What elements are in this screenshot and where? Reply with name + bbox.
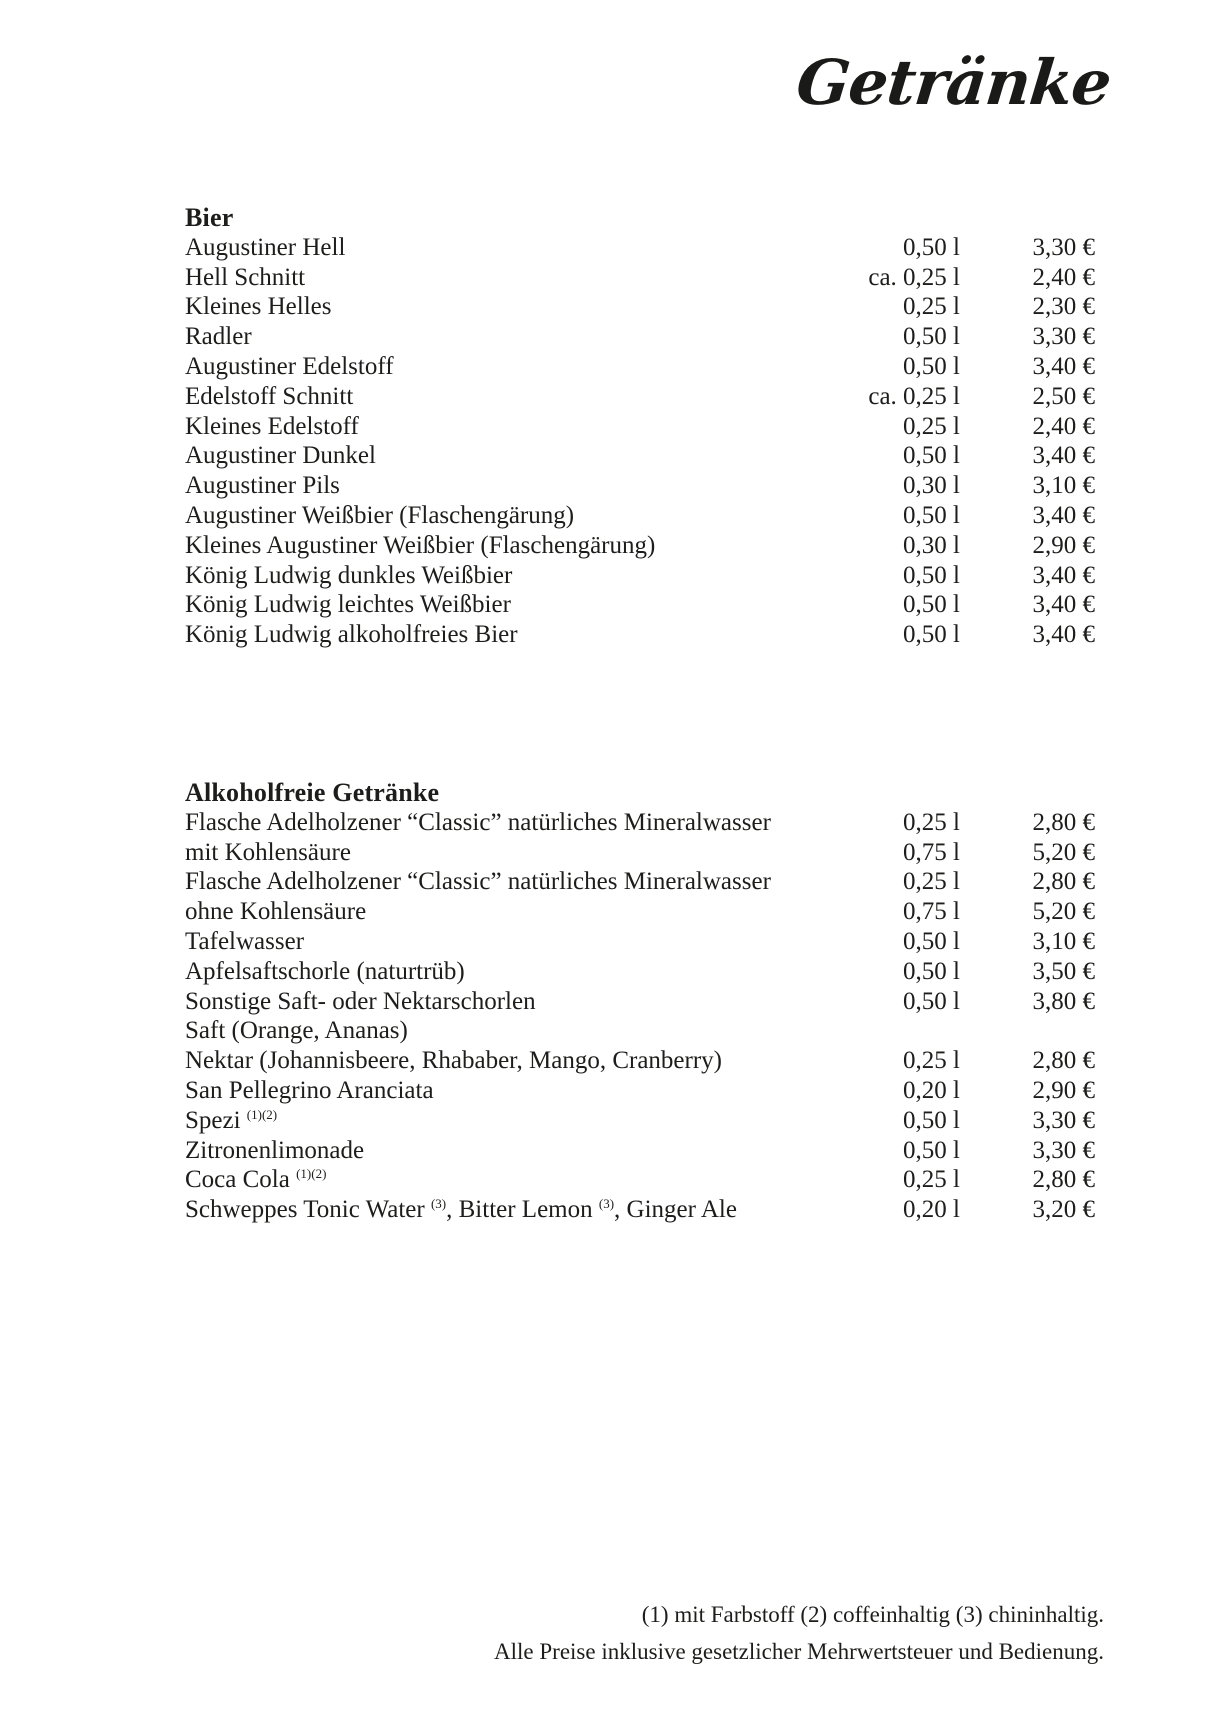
- item-price: 3,40 €: [1032, 561, 1095, 589]
- item-name: Radler: [185, 323, 252, 351]
- item-volume: ca. 0,25 l: [868, 263, 960, 291]
- item-price: 2,90 €: [1032, 531, 1095, 559]
- menu-item-row: [185, 382, 1095, 412]
- item-volume: 0,75 l: [903, 898, 960, 926]
- item-price: 2,40 €: [1032, 412, 1095, 440]
- item-price: 2,90 €: [1032, 1076, 1095, 1104]
- item-price: 3,40 €: [1032, 352, 1095, 380]
- item-volume: 0,50 l: [903, 987, 960, 1015]
- item-volume: 0,50 l: [903, 621, 960, 649]
- item-price: 3,80 €: [1032, 987, 1095, 1015]
- menu-item-row: [185, 471, 1095, 501]
- menu-item-row: [185, 292, 1095, 322]
- menu-item-row: [185, 1136, 1095, 1166]
- item-price: 2,80 €: [1032, 1166, 1095, 1194]
- item-price: 3,20 €: [1032, 1196, 1095, 1224]
- menu-item-row: [185, 987, 1095, 1017]
- menu-sections: [185, 203, 1095, 1225]
- item-name: Augustiner Weißbier (Flaschengärung): [185, 501, 575, 529]
- menu-item-row: [185, 1195, 1095, 1225]
- menu-item-row: [185, 897, 1095, 927]
- item-volume: 0,25 l: [903, 412, 960, 440]
- footnote-marker: (1)(2): [246, 1106, 278, 1122]
- footnote-marker: (3): [598, 1196, 615, 1212]
- item-volume: 0,25 l: [903, 1047, 960, 1075]
- page-title: Getränke: [792, 46, 1114, 119]
- menu-item-row: [185, 561, 1095, 591]
- item-volume: 0,25 l: [903, 868, 960, 896]
- item-name: Kleines Edelstoff: [185, 412, 359, 440]
- item-volume: ca. 0,25 l: [868, 382, 960, 410]
- item-name: ohne Kohlensäure: [185, 898, 367, 926]
- menu-item-row: [185, 867, 1095, 897]
- menu-item-row: [185, 1076, 1095, 1106]
- menu-item-row: [185, 927, 1095, 957]
- menu-item-row: [185, 1165, 1095, 1195]
- item-price: 3,30 €: [1032, 323, 1095, 351]
- section-heading: Alkoholfreie Getränke: [185, 777, 440, 807]
- menu-item-row: [185, 263, 1095, 293]
- menu-item-row: [185, 501, 1095, 531]
- item-volume: 0,50 l: [903, 957, 960, 985]
- item-name: Kleines Helles: [185, 293, 332, 321]
- item-volume: 0,50 l: [903, 233, 960, 261]
- item-price: 5,20 €: [1032, 838, 1095, 866]
- item-volume: 0,20 l: [903, 1076, 960, 1104]
- item-name: Augustiner Edelstoff: [185, 352, 394, 380]
- item-price: 2,80 €: [1032, 808, 1095, 836]
- menu-item-row: [185, 531, 1095, 561]
- item-price: 3,40 €: [1032, 621, 1095, 649]
- item-volume: 0,30 l: [903, 472, 960, 500]
- item-volume: 0,50 l: [903, 352, 960, 380]
- item-volume: 0,50 l: [903, 561, 960, 589]
- item-price: 2,50 €: [1032, 382, 1095, 410]
- item-name: Nektar (Johannisbeere, Rhababer, Mango, Cranberry): [185, 1047, 722, 1075]
- menu-item-row: [185, 1046, 1095, 1076]
- item-name: Augustiner Hell: [185, 233, 346, 261]
- footnote-marker: (1)(2): [296, 1166, 327, 1182]
- menu-item-row: [185, 1016, 1095, 1046]
- item-name: Flasche Adelholzener “Classic” natürliches Mineralwasser: [185, 868, 771, 896]
- item-volume: 0,50 l: [903, 442, 960, 470]
- item-name: König Ludwig leichtes Weißbier: [185, 591, 511, 619]
- item-volume: 0,25 l: [903, 808, 960, 836]
- menu-item-row: [185, 412, 1095, 442]
- menu-item-row: [185, 808, 1095, 838]
- menu-item-row: [185, 322, 1095, 352]
- item-price: 2,80 €: [1032, 868, 1095, 896]
- item-price: 3,30 €: [1032, 1106, 1095, 1134]
- menu-item-row: [185, 352, 1095, 382]
- item-name: König Ludwig alkoholfreies Bier: [185, 621, 518, 649]
- item-price: 5,20 €: [1032, 898, 1095, 926]
- item-name: Zitronenlimonade: [185, 1136, 365, 1164]
- item-name: Coca Cola $^{(1)(2)}$: [185, 1166, 327, 1194]
- section-heading: Bier: [185, 203, 234, 232]
- item-name: Augustiner Dunkel: [185, 442, 376, 470]
- item-price: 3,30 €: [1032, 233, 1095, 261]
- item-price: 2,80 €: [1032, 1047, 1095, 1075]
- item-name: Schweppes Tonic Water $^{(3)}$, Bitter Lemon $^{(3)}$, Ginger Ale: [185, 1196, 737, 1224]
- item-name: Edelstoff Schnitt: [185, 382, 354, 410]
- item-name: Hell Schnitt: [185, 263, 306, 291]
- footnote-line: (1) mit Farbstoff (2) coffeinhaltig (3) chininhaltig.: [641, 1602, 1104, 1627]
- item-volume: 0,50 l: [903, 1106, 960, 1134]
- menu-section: [185, 203, 1095, 650]
- item-volume: 0,25 l: [903, 293, 960, 321]
- item-volume: 0,50 l: [903, 927, 960, 955]
- item-volume: 0,50 l: [903, 591, 960, 619]
- item-volume: 0,50 l: [903, 501, 960, 529]
- item-volume: 0,30 l: [903, 531, 960, 559]
- item-name: Spezi $^{(1)(2)}$: [185, 1106, 278, 1134]
- item-name: Kleines Augustiner Weißbier (Flaschengärung): [185, 531, 656, 559]
- item-name: Apfelsaftschorle (naturtrüb): [185, 957, 465, 985]
- item-name: San Pellegrino Aranciata: [185, 1076, 434, 1104]
- footnotes: [494, 1596, 1104, 1670]
- item-volume: 0,75 l: [903, 838, 960, 866]
- section-items: [185, 808, 1095, 1225]
- item-name: mit Kohlensäure: [185, 838, 351, 866]
- menu-item-row: [185, 441, 1095, 471]
- item-price: 3,30 €: [1032, 1136, 1095, 1164]
- menu-item-row: [185, 1106, 1095, 1136]
- item-price: 3,40 €: [1032, 442, 1095, 470]
- menu-item-row: [185, 838, 1095, 868]
- item-name: Tafelwasser: [185, 927, 305, 955]
- item-name: König Ludwig dunkles Weißbier: [185, 561, 513, 589]
- item-volume: 0,25 l: [903, 1166, 960, 1194]
- menu-item-row: [185, 233, 1095, 263]
- item-price: 2,40 €: [1032, 263, 1095, 291]
- item-price: 3,50 €: [1032, 957, 1095, 985]
- item-price: 3,40 €: [1032, 501, 1095, 529]
- footnote-marker: (3): [430, 1196, 447, 1212]
- item-volume: 0,50 l: [903, 323, 960, 351]
- item-price: 2,30 €: [1032, 293, 1095, 321]
- footnote-line: Alle Preise inklusive gesetzlicher Mehrwertsteuer und Bedienung.: [494, 1639, 1104, 1664]
- item-price: 3,10 €: [1032, 927, 1095, 955]
- item-price: 3,10 €: [1032, 472, 1095, 500]
- menu-item-row: [185, 957, 1095, 987]
- menu-section: [185, 778, 1095, 1225]
- item-volume: 0,20 l: [903, 1196, 960, 1224]
- item-price: 3,40 €: [1032, 591, 1095, 619]
- item-name: Augustiner Pils: [185, 472, 340, 500]
- item-name: Saft (Orange, Ananas): [185, 1017, 408, 1045]
- item-volume: 0,50 l: [903, 1136, 960, 1164]
- item-name: Sonstige Saft- oder Nektarschorlen: [185, 987, 536, 1015]
- section-items: [185, 233, 1095, 650]
- menu-item-row: [185, 620, 1095, 650]
- menu-item-row: [185, 590, 1095, 620]
- item-name: Flasche Adelholzener “Classic” natürliches Mineralwasser: [185, 808, 771, 836]
